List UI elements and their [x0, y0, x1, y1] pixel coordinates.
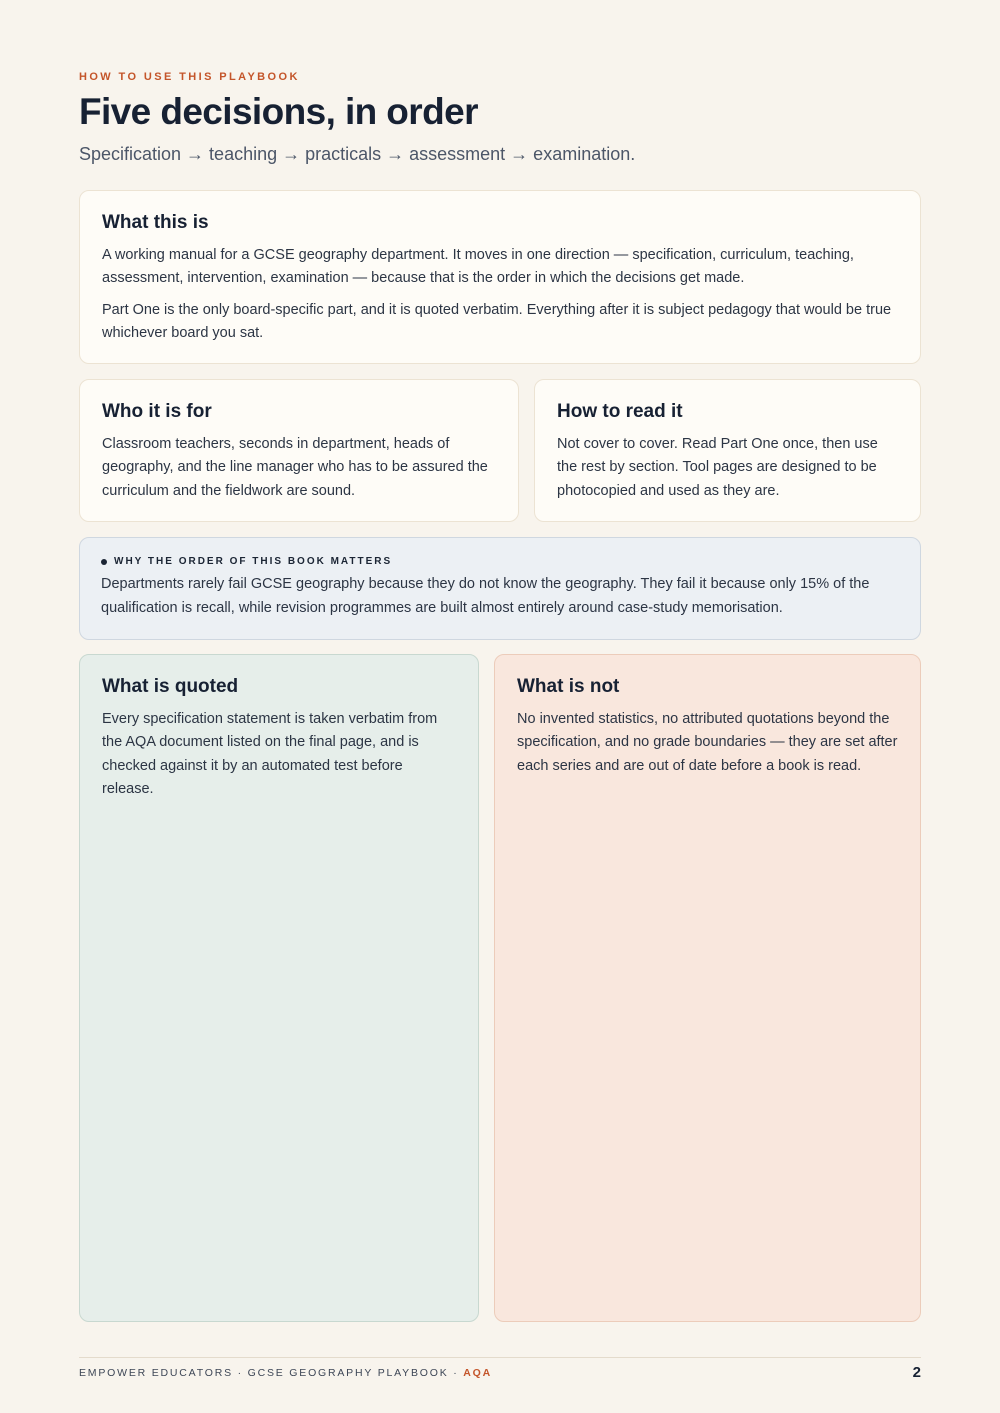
who-it-is-for-body: Classroom teachers, seconds in department, heads of geography, and the line manager who has to be assured the curriculum and the fieldwork are sound. — [102, 435, 488, 499]
footer-board: AQA — [463, 1367, 492, 1379]
callout-label — [101, 556, 900, 567]
how-to-read-heading: How to read it — [557, 401, 683, 422]
what-this-is-paragraph-1: A working manual for a GCSE geography department. It moves in one direction — specification, curriculum, teaching, assessment, intervention, examination — because that is the order in which the decisions get made. — [102, 246, 854, 287]
page-title: Five decisions, in order — [79, 91, 478, 132]
bullet-dot-icon — [101, 559, 107, 565]
what-this-is-card — [79, 190, 921, 364]
page-number: 2 — [912, 1364, 921, 1381]
footer-divider — [79, 1357, 921, 1358]
what-is-not-heading: What is not — [517, 676, 620, 697]
what-is-quoted-card — [79, 654, 479, 1322]
footer-brand — [79, 1367, 492, 1379]
what-this-is-heading: What this is — [102, 212, 209, 233]
page — [79, 0, 921, 1413]
order-matters-callout — [79, 537, 921, 640]
how-to-read-card — [534, 379, 921, 522]
page-subtitle: Specification → teaching → practicals → assessment → examination. — [79, 144, 636, 164]
eyebrow: HOW TO USE THIS PLAYBOOK — [79, 71, 300, 83]
what-is-not-body: No invented statistics, no attributed quotations beyond the specification, and no grade boundaries — they are set after each series and are out of date before a book is read. — [517, 710, 898, 774]
how-to-read-body: Not cover to cover. Read Part One once, then use the rest by section. Tool pages are designed to be photocopied and used as they are. — [557, 435, 878, 499]
who-it-is-for-card — [79, 379, 519, 522]
who-it-is-for-heading: Who it is for — [102, 401, 212, 422]
footer-brand-text: EMPOWER EDUCATORS · GCSE GEOGRAPHY PLAYBOOK · — [79, 1367, 464, 1379]
callout-label-text: WHY THE ORDER OF THIS BOOK MATTERS — [114, 556, 393, 567]
what-is-quoted-heading: What is quoted — [102, 676, 239, 697]
what-is-not-card — [494, 654, 921, 1322]
what-this-is-paragraph-2: Part One is the only board-specific part, and it is quoted verbatim. Everything after it is subject pedagogy that would be true whichever board you sat. — [102, 301, 892, 342]
callout-body: Departments rarely fail GCSE geography because they do not know the geography. They fail it because only 15% of the qualification is recall, while revision programmes are built almost entirely around case-study memorisation. — [101, 576, 870, 616]
what-is-quoted-body: Every specification statement is taken verbatim from the AQA document listed on the final page, and is checked against it by an automated test before release. — [102, 710, 438, 798]
